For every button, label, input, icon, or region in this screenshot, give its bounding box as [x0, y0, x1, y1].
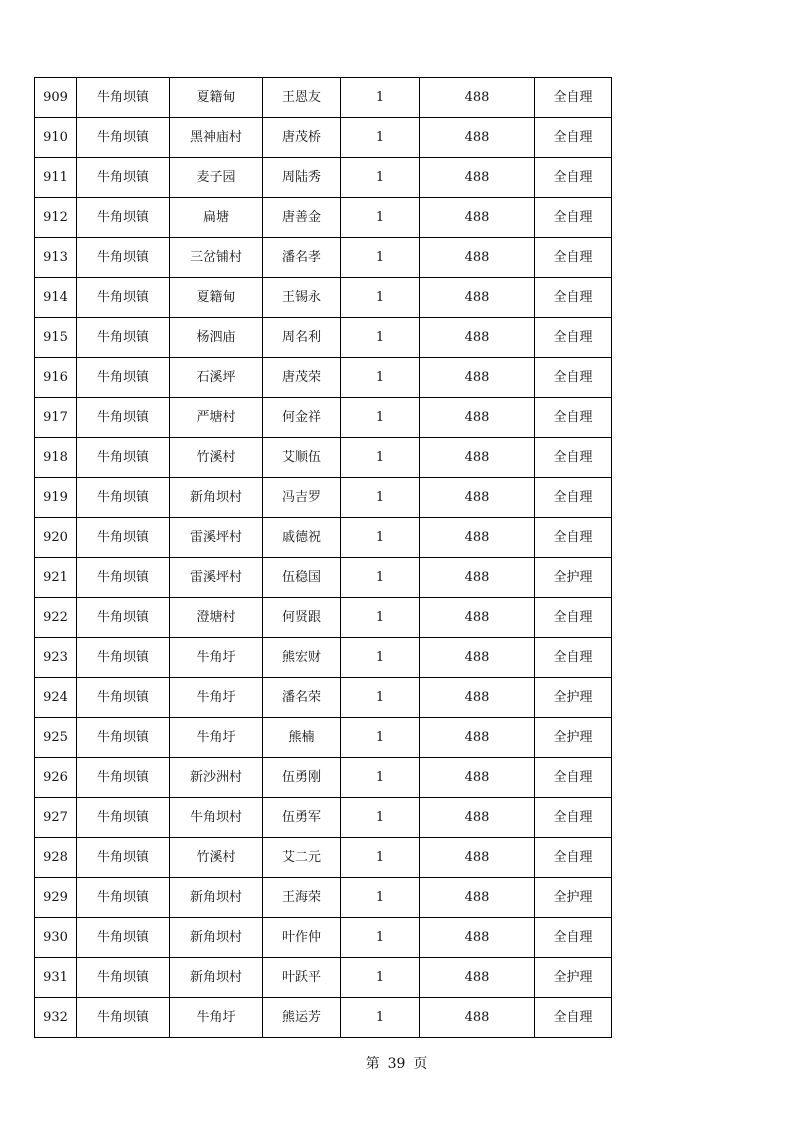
care-type-cell: 全自理 [535, 278, 612, 318]
row-number-cell: 922 [35, 598, 77, 638]
page-footer-suffix: 页 [413, 1056, 428, 1072]
row-number-cell: 932 [35, 998, 77, 1038]
count-cell: 1 [341, 478, 420, 518]
page-footer [0, 1055, 793, 1073]
person-name-cell: 伍勇军 [263, 798, 341, 838]
village-cell: 牛角圩 [170, 718, 263, 758]
row-number-cell: 930 [35, 918, 77, 958]
records-table-body [35, 78, 612, 1038]
person-name-cell: 艾二元 [263, 838, 341, 878]
town-cell: 牛角坝镇 [77, 758, 170, 798]
table-row [35, 118, 612, 158]
amount-cell: 488 [420, 198, 535, 238]
person-name-cell: 王锡永 [263, 278, 341, 318]
care-type-cell: 全自理 [535, 358, 612, 398]
care-type-cell: 全自理 [535, 918, 612, 958]
person-name-cell: 戚德祝 [263, 518, 341, 558]
village-cell: 新沙洲村 [170, 758, 263, 798]
amount-cell: 488 [420, 718, 535, 758]
town-cell: 牛角坝镇 [77, 518, 170, 558]
person-name-cell: 叶作仲 [263, 918, 341, 958]
town-cell: 牛角坝镇 [77, 118, 170, 158]
amount-cell: 488 [420, 278, 535, 318]
amount-cell: 488 [420, 998, 535, 1038]
care-type-cell: 全自理 [535, 998, 612, 1038]
count-cell: 1 [341, 718, 420, 758]
table-row [35, 278, 612, 318]
town-cell: 牛角坝镇 [77, 358, 170, 398]
town-cell: 牛角坝镇 [77, 438, 170, 478]
village-cell: 麦子园 [170, 158, 263, 198]
town-cell: 牛角坝镇 [77, 678, 170, 718]
amount-cell: 488 [420, 958, 535, 998]
village-cell: 新角坝村 [170, 958, 263, 998]
town-cell: 牛角坝镇 [77, 838, 170, 878]
care-type-cell: 全自理 [535, 638, 612, 678]
table-row [35, 158, 612, 198]
care-type-cell: 全护理 [535, 958, 612, 998]
table-row [35, 758, 612, 798]
table-row [35, 838, 612, 878]
village-cell: 新角坝村 [170, 478, 263, 518]
person-name-cell: 潘名荣 [263, 678, 341, 718]
amount-cell: 488 [420, 518, 535, 558]
town-cell: 牛角坝镇 [77, 718, 170, 758]
village-cell: 新角坝村 [170, 918, 263, 958]
row-number-cell: 909 [35, 78, 77, 118]
row-number-cell: 925 [35, 718, 77, 758]
row-number-cell: 928 [35, 838, 77, 878]
village-cell: 雷溪坪村 [170, 558, 263, 598]
care-type-cell: 全自理 [535, 758, 612, 798]
row-number-cell: 910 [35, 118, 77, 158]
row-number-cell: 919 [35, 478, 77, 518]
count-cell: 1 [341, 158, 420, 198]
care-type-cell: 全自理 [535, 478, 612, 518]
row-number-cell: 929 [35, 878, 77, 918]
town-cell: 牛角坝镇 [77, 278, 170, 318]
amount-cell: 488 [420, 358, 535, 398]
table-row [35, 198, 612, 238]
care-type-cell: 全自理 [535, 78, 612, 118]
village-cell: 三岔铺村 [170, 238, 263, 278]
row-number-cell: 915 [35, 318, 77, 358]
amount-cell: 488 [420, 678, 535, 718]
page-number: 39 [387, 1056, 406, 1072]
count-cell: 1 [341, 78, 420, 118]
count-cell: 1 [341, 598, 420, 638]
amount-cell: 488 [420, 758, 535, 798]
amount-cell: 488 [420, 438, 535, 478]
town-cell: 牛角坝镇 [77, 638, 170, 678]
village-cell: 黑神庙村 [170, 118, 263, 158]
count-cell: 1 [341, 838, 420, 878]
amount-cell: 488 [420, 918, 535, 958]
person-name-cell: 何贤跟 [263, 598, 341, 638]
village-cell: 牛角圩 [170, 638, 263, 678]
care-type-cell: 全自理 [535, 518, 612, 558]
town-cell: 牛角坝镇 [77, 318, 170, 358]
person-name-cell: 熊宏财 [263, 638, 341, 678]
count-cell: 1 [341, 678, 420, 718]
table-row [35, 238, 612, 278]
count-cell: 1 [341, 358, 420, 398]
amount-cell: 488 [420, 598, 535, 638]
amount-cell: 488 [420, 558, 535, 598]
count-cell: 1 [341, 958, 420, 998]
person-name-cell: 唐茂桥 [263, 118, 341, 158]
table-row [35, 398, 612, 438]
row-number-cell: 924 [35, 678, 77, 718]
person-name-cell: 熊运芳 [263, 998, 341, 1038]
care-type-cell: 全自理 [535, 158, 612, 198]
person-name-cell: 唐善金 [263, 198, 341, 238]
table-row [35, 638, 612, 678]
table-row [35, 358, 612, 398]
village-cell: 夏籍甸 [170, 278, 263, 318]
amount-cell: 488 [420, 238, 535, 278]
row-number-cell: 918 [35, 438, 77, 478]
row-number-cell: 914 [35, 278, 77, 318]
table-row [35, 78, 612, 118]
care-type-cell: 全自理 [535, 238, 612, 278]
count-cell: 1 [341, 758, 420, 798]
person-name-cell: 唐茂荣 [263, 358, 341, 398]
count-cell: 1 [341, 278, 420, 318]
village-cell: 竹溪村 [170, 438, 263, 478]
village-cell: 牛角圩 [170, 678, 263, 718]
count-cell: 1 [341, 798, 420, 838]
amount-cell: 488 [420, 838, 535, 878]
person-name-cell: 何金祥 [263, 398, 341, 438]
count-cell: 1 [341, 198, 420, 238]
town-cell: 牛角坝镇 [77, 558, 170, 598]
amount-cell: 488 [420, 478, 535, 518]
person-name-cell: 伍稳国 [263, 558, 341, 598]
town-cell: 牛角坝镇 [77, 198, 170, 238]
care-type-cell: 全自理 [535, 438, 612, 478]
care-type-cell: 全自理 [535, 838, 612, 878]
count-cell: 1 [341, 638, 420, 678]
village-cell: 牛角圩 [170, 998, 263, 1038]
records-table [34, 77, 612, 1038]
row-number-cell: 916 [35, 358, 77, 398]
person-name-cell: 周名利 [263, 318, 341, 358]
table-row [35, 998, 612, 1038]
person-name-cell: 冯吉罗 [263, 478, 341, 518]
count-cell: 1 [341, 398, 420, 438]
town-cell: 牛角坝镇 [77, 78, 170, 118]
care-type-cell: 全自理 [535, 798, 612, 838]
village-cell: 石溪坪 [170, 358, 263, 398]
amount-cell: 488 [420, 158, 535, 198]
amount-cell: 488 [420, 878, 535, 918]
care-type-cell: 全护理 [535, 878, 612, 918]
person-name-cell: 潘名孝 [263, 238, 341, 278]
town-cell: 牛角坝镇 [77, 998, 170, 1038]
row-number-cell: 911 [35, 158, 77, 198]
table-row [35, 678, 612, 718]
count-cell: 1 [341, 918, 420, 958]
table-row [35, 518, 612, 558]
town-cell: 牛角坝镇 [77, 798, 170, 838]
row-number-cell: 920 [35, 518, 77, 558]
village-cell: 扁塘 [170, 198, 263, 238]
row-number-cell: 931 [35, 958, 77, 998]
row-number-cell: 913 [35, 238, 77, 278]
table-row [35, 718, 612, 758]
row-number-cell: 923 [35, 638, 77, 678]
town-cell: 牛角坝镇 [77, 598, 170, 638]
care-type-cell: 全自理 [535, 198, 612, 238]
amount-cell: 488 [420, 78, 535, 118]
town-cell: 牛角坝镇 [77, 478, 170, 518]
care-type-cell: 全护理 [535, 678, 612, 718]
person-name-cell: 艾顺伍 [263, 438, 341, 478]
row-number-cell: 921 [35, 558, 77, 598]
care-type-cell: 全护理 [535, 558, 612, 598]
village-cell: 牛角坝村 [170, 798, 263, 838]
village-cell: 夏籍甸 [170, 78, 263, 118]
amount-cell: 488 [420, 398, 535, 438]
person-name-cell: 伍勇刚 [263, 758, 341, 798]
count-cell: 1 [341, 998, 420, 1038]
village-cell: 雷溪坪村 [170, 518, 263, 558]
town-cell: 牛角坝镇 [77, 878, 170, 918]
count-cell: 1 [341, 118, 420, 158]
person-name-cell: 周陆秀 [263, 158, 341, 198]
amount-cell: 488 [420, 318, 535, 358]
table-row [35, 918, 612, 958]
town-cell: 牛角坝镇 [77, 918, 170, 958]
page-footer-prefix: 第 [365, 1056, 380, 1072]
town-cell: 牛角坝镇 [77, 238, 170, 278]
village-cell: 澄塘村 [170, 598, 263, 638]
table-row [35, 878, 612, 918]
person-name-cell: 王恩友 [263, 78, 341, 118]
person-name-cell: 王海荣 [263, 878, 341, 918]
person-name-cell: 叶跃平 [263, 958, 341, 998]
table-row [35, 318, 612, 358]
village-cell: 新角坝村 [170, 878, 263, 918]
row-number-cell: 917 [35, 398, 77, 438]
village-cell: 严塘村 [170, 398, 263, 438]
row-number-cell: 927 [35, 798, 77, 838]
town-cell: 牛角坝镇 [77, 398, 170, 438]
row-number-cell: 926 [35, 758, 77, 798]
table-row [35, 478, 612, 518]
table-row [35, 598, 612, 638]
amount-cell: 488 [420, 118, 535, 158]
table-row [35, 958, 612, 998]
count-cell: 1 [341, 318, 420, 358]
table-row [35, 798, 612, 838]
count-cell: 1 [341, 438, 420, 478]
count-cell: 1 [341, 558, 420, 598]
town-cell: 牛角坝镇 [77, 158, 170, 198]
village-cell: 竹溪村 [170, 838, 263, 878]
care-type-cell: 全自理 [535, 398, 612, 438]
table-row [35, 558, 612, 598]
person-name-cell: 熊楠 [263, 718, 341, 758]
amount-cell: 488 [420, 638, 535, 678]
care-type-cell: 全自理 [535, 598, 612, 638]
town-cell: 牛角坝镇 [77, 958, 170, 998]
row-number-cell: 912 [35, 198, 77, 238]
table-row [35, 438, 612, 478]
care-type-cell: 全自理 [535, 318, 612, 358]
care-type-cell: 全护理 [535, 718, 612, 758]
amount-cell: 488 [420, 798, 535, 838]
village-cell: 杨泗庙 [170, 318, 263, 358]
count-cell: 1 [341, 238, 420, 278]
count-cell: 1 [341, 518, 420, 558]
count-cell: 1 [341, 878, 420, 918]
care-type-cell: 全自理 [535, 118, 612, 158]
